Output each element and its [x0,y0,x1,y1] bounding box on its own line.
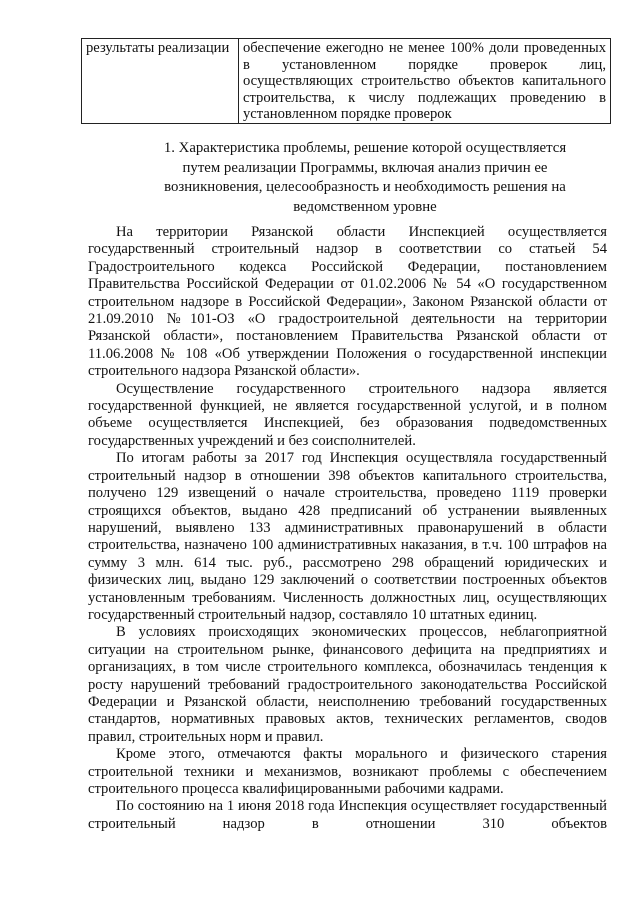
results-text-cell: обеспечение ежегодно не менее 100% доли проведенных в установленном порядке проверок лиц, осуществляющих строительство объектов капитального строительства, к числу подлежащих проведению в установленном порядке проверок [239,39,611,124]
results-table [81,38,611,124]
paragraph: По состоянию на 1 июня 2018 года Инспекция осуществляет государственный строительный надзор в отношении 310 объектов [88,798,607,832]
body-text [88,224,607,833]
paragraph: На территории Рязанской области Инспекцией осуществляется государственный строительный надзор в соответствии со статьей 54 Градостроительного кодекса Российской Федерации, постановлением Правительства Российской Федерации от 01.02.2006 № 54 «О государственном строительном надзоре в Российской Федерации», Законом Рязанской области от 21.09.2010 №101-ОЗ «О градостроительной деятельности на территории Рязанской области», постановлением Правительства Рязанской области от 11.06.2008 № 108 «Об утверждении Положения о государственной инспекции строительного надзора Рязанской области». [88,224,607,380]
table-row [82,39,611,124]
paragraph: В условиях происходящих экономических процессов, неблагоприятной ситуации на строительном рынке, финансового дефицита на предприятиях и организациях, в том числе строительного комплекса, обозначилась тенденция к росту нарушений требований градостроительного законодательства Российской Федерации и Рязанской области, неисполнению требований государственных стандартов, нормативных правовых актов, технических регламентов, сводов правил, строительных норм и правил. [88,624,607,745]
paragraph: Осуществление государственного строительного надзора является государственной функцией, не является государственной услугой, и в полном объеме осуществляется Инспекцией, без образования подведомственных государственных учреждений и без соисполнителей. [88,380,607,449]
paragraph: Кроме этого, отмечаются факты морального и физического старения строительной техники и механизмов, возникают проблемы с обеспечением строительного процесса квалифицированными рабочими кадрами. [88,746,607,797]
section-heading: 1. Характеристика проблемы, решение которой осуществляется путем реализации Программы, включая анализ причин ее возникновения, целесообразность и необходимость решения на ведомственном уровне [163,140,567,215]
paragraph: По итогам работы за 2017 год Инспекция осуществляла государственный строительный надзор в отношении 398 объектов капитального строительства, получено 129 извещений о начале строительства, проведено 1119 проверки строящихся объектов, выдано 428 предписаний об устранении выявленных нарушений, выявлено 133 административных правонарушений в области строительства, назначено 100 административных наказания, в т.ч. 100 штрафов на сумму 3 млн. 614 тыс. руб., рассмотрено 298 обращений юридических и физических лиц, выдано 129 заключений о соответствии построенных объектов установленным требованиям. Численность должностных лиц, осуществляющих государственный строительный надзор, составляло 10 штатных единиц. [88,450,607,623]
results-label-cell: результаты реализации [82,39,239,124]
